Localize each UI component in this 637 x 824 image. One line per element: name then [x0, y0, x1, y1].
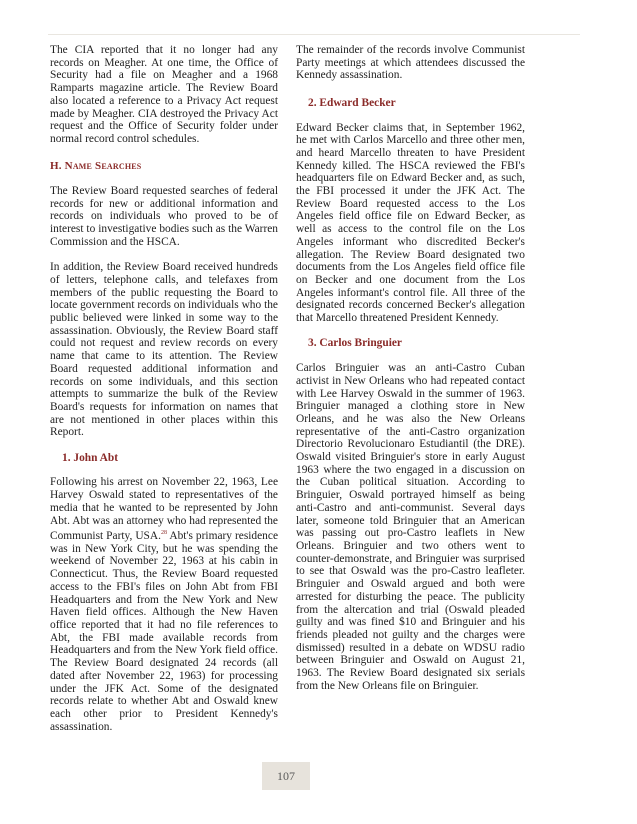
subheading-bringuier: 3. Carlos Bringuier — [308, 337, 402, 350]
section-prefix: H. — [50, 160, 62, 173]
top-rule — [48, 34, 580, 35]
paragraph-letters: In addition, the Review Board received hundreds of letters, telephone calls, and telefaxes from members of the public requesting the Board to locate government records on individuals who the public believed were linked in some way to the assassination. Obviously, the Review Board staff could not request and review records on every name that came to its attention. The Review Board requested additional information and records on some individuals, and this section attempts to summarize the bulk of the Review Board's requests for information on names that are not mentioned in other places within this Report. — [50, 261, 278, 439]
paragraph-abt — [50, 476, 278, 733]
left-column — [50, 44, 278, 746]
section-heading — [50, 160, 278, 173]
right-column — [296, 44, 525, 705]
paragraph-abt-b: Abt's primary residence was in New York City, but he was spending the weekend of November 22, 1963 at his cabin in Connecticut. Thus, the Review Board requested access to the FBI's files on John Abt from FBI Headquarters and from the New York and New Haven field offices. Although the New Haven office reported that it had no file references to Abt, the FBI made available records from Headquarters and from the New York field office. The Review Board designated 24 records (all dated after November 22, 1963) for processing under the JFK Act. Some of the designated records relate to whether Abt and Oswald knew each other prior to President Kennedy's assassination. — [50, 530, 278, 733]
footnote-marker[interactable]: 28 — [160, 530, 167, 537]
subheading-becker: 2. Edward Becker — [308, 96, 396, 109]
paragraph-remainder: The remainder of the records involve Communist Party meetings at which attendees discussed the Kennedy assassination. — [296, 44, 525, 82]
paragraph-bringuier: Carlos Bringuier was an anti-Castro Cuban activist in New Orleans who had repeated contact with Lee Harvey Oswald in the summer of 1963. Bringuier managed a clothing store in New Orleans, and he was also the New Orleans representative of the anti-Castro organization Directorio Revolucionaro Estudiantil (the DRE). Oswald visited Bringuier's store in early August 1963 where the two engaged in a discussion on the Cuban political situation. According to Bringuier, Oswald portrayed himself as being anti-Castro and anti-communist. Several days later, someone told Bringuier that an American was passing out pro-Castro leaflets in New Orleans. Bringuier and two others went to counter-demonstrate, and Bringuier was surprised to see that Oswald was the pro-Castro leafleter. Bringuier and Oswald argued and both were arrested for disturbing the peace. The publicity from the altercation and trial (Oswald pleaded guilty and was fined $10 and Bringuier and his friends pleaded not guilty and the charges were dismissed) resulted in a debate on WDSU radio between Bringuier and Oswald on August 21, 1963. The Review Board designated six serials from the New Orleans file on Bringuier. — [296, 362, 525, 692]
paragraph-becker: Edward Becker claims that, in September 1962, he met with Carlos Marcello and three other men, and heard Marcello threaten to have President Kennedy killed. The HSCA reviewed the FBI's headquarters file on Edward Becker and, as such, the FBI processed it under the JFK Act. The Review Board requested access to the Los Angeles field office file on Edward Becker, as well as access to the control file on the Los Angeles informant who discredited Becker's allegation. The Review Board designated two documents from the Los Angeles field office file on Becker and one document from the Los Angeles informant's control file. All three of the designated records concerned Becker's allegation that Marcello threatened President Kennedy. — [296, 121, 525, 325]
paragraph-abt-a: Following his arrest on November 22, 1963, Lee Harvey Oswald stated to representatives of the media that he wanted to be represented by John Abt. Abt was an attorney who had represented the Communist Party, USA. — [50, 476, 278, 543]
paragraph-cia: The CIA reported that it no longer had any records on Meagher. At one time, the Office of Security had a file on Meagher and a 1968 Ramparts magazine article. The Review Board also located a reference to a Privacy Act request made by Meagher. CIA destroyed the Privacy Act request and the Office of Security folder under normal record control schedules. — [50, 44, 278, 145]
paragraph-searches: The Review Board requested searches of federal records for new or additional information and records on individuals who proved to be of interest to investigative bodies such as the Warren Commission and the HSCA. — [50, 185, 278, 248]
subheading-abt: 1. John Abt — [62, 451, 119, 464]
section-title: Name Searches — [64, 160, 142, 173]
page-number: 107 — [262, 762, 310, 790]
